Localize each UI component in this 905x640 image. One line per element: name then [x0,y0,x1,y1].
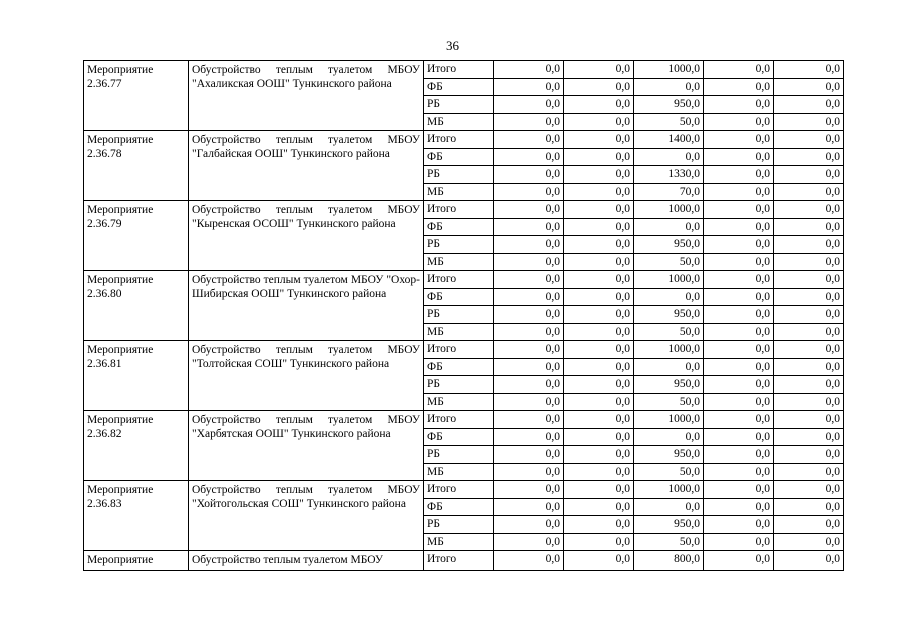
amount-cell: 0,0 [704,271,774,289]
amount-cell: 50,0 [634,393,704,411]
activity-label: Мероприятие 2.36.77 [84,61,189,131]
amount-cell: 0,0 [634,358,704,376]
activity-label: Мероприятие 2.36.78 [84,131,189,201]
amount-cell: 0,0 [494,148,564,166]
amount-cell: 1330,0 [634,166,704,184]
amount-cell: 0,0 [494,201,564,219]
activity-label: Мероприятие [84,551,189,571]
amount-cell: 0,0 [494,463,564,481]
amount-cell: 0,0 [564,498,634,516]
amount-cell: 0,0 [704,516,774,534]
table-row [84,61,844,79]
funding-source: ФБ [424,78,494,96]
funding-source: МБ [424,463,494,481]
amount-cell: 0,0 [564,341,634,359]
funding-source: МБ [424,183,494,201]
amount-cell: 50,0 [634,463,704,481]
funding-source: Итого [424,61,494,79]
amount-cell: 0,0 [494,113,564,131]
amount-cell: 0,0 [634,78,704,96]
amount-cell: 0,0 [704,253,774,271]
amount-cell: 0,0 [704,481,774,499]
amount-cell: 50,0 [634,113,704,131]
amount-cell: 0,0 [774,393,844,411]
amount-cell: 0,0 [494,481,564,499]
amount-cell: 950,0 [634,236,704,254]
amount-cell: 0,0 [704,411,774,429]
amount-cell: 0,0 [774,463,844,481]
amount-cell: 0,0 [494,78,564,96]
amount-cell: 0,0 [774,428,844,446]
amount-cell: 0,0 [564,306,634,324]
amount-cell: 0,0 [704,341,774,359]
amount-cell: 0,0 [494,533,564,551]
amount-cell: 0,0 [704,446,774,464]
amount-cell: 0,0 [494,253,564,271]
amount-cell: 0,0 [494,446,564,464]
amount-cell: 0,0 [564,428,634,446]
funding-source: ФБ [424,288,494,306]
amount-cell: 0,0 [494,516,564,534]
amount-cell: 0,0 [634,498,704,516]
budget-table-body [84,61,844,571]
amount-cell: 0,0 [704,61,774,79]
funding-source: ФБ [424,148,494,166]
activity-description: Обустройство теплым туалетом МБОУ "Харбятская ООШ" Тункинского района [189,411,424,481]
amount-cell: 0,0 [494,218,564,236]
amount-cell: 0,0 [564,78,634,96]
amount-cell: 0,0 [704,498,774,516]
amount-cell: 0,0 [564,113,634,131]
amount-cell: 0,0 [774,341,844,359]
amount-cell: 0,0 [564,393,634,411]
amount-cell: 0,0 [704,428,774,446]
amount-cell: 0,0 [774,61,844,79]
amount-cell: 0,0 [564,288,634,306]
amount-cell: 0,0 [704,533,774,551]
amount-cell: 0,0 [774,481,844,499]
table-row [84,271,844,289]
amount-cell: 0,0 [704,463,774,481]
funding-source: РБ [424,446,494,464]
amount-cell: 0,0 [564,411,634,429]
amount-cell: 0,0 [494,498,564,516]
amount-cell: 0,0 [774,306,844,324]
amount-cell: 0,0 [704,551,774,571]
amount-cell: 0,0 [774,551,844,571]
amount-cell: 950,0 [634,96,704,114]
amount-cell: 0,0 [774,218,844,236]
activity-description: Обустройство теплым туалетом МБОУ "Хойтогольская СОШ" Тункинского района [189,481,424,551]
amount-cell: 0,0 [774,201,844,219]
funding-source: ФБ [424,218,494,236]
funding-source: МБ [424,323,494,341]
amount-cell: 50,0 [634,253,704,271]
amount-cell: 0,0 [494,166,564,184]
amount-cell: 0,0 [564,446,634,464]
table-row [84,551,844,571]
amount-cell: 0,0 [774,533,844,551]
amount-cell: 0,0 [494,341,564,359]
amount-cell: 0,0 [774,78,844,96]
amount-cell: 0,0 [564,218,634,236]
amount-cell: 0,0 [774,516,844,534]
funding-source: МБ [424,393,494,411]
amount-cell: 0,0 [494,131,564,149]
amount-cell: 0,0 [564,551,634,571]
amount-cell: 0,0 [564,183,634,201]
amount-cell: 800,0 [634,551,704,571]
table-row [84,481,844,499]
amount-cell: 0,0 [774,113,844,131]
amount-cell: 0,0 [704,376,774,394]
funding-source: Итого [424,341,494,359]
funding-source: МБ [424,113,494,131]
amount-cell: 0,0 [634,428,704,446]
amount-cell: 0,0 [564,463,634,481]
amount-cell: 0,0 [564,148,634,166]
amount-cell: 0,0 [774,236,844,254]
amount-cell: 0,0 [774,288,844,306]
amount-cell: 0,0 [564,61,634,79]
amount-cell: 0,0 [774,166,844,184]
funding-source: Итого [424,551,494,571]
amount-cell: 0,0 [704,358,774,376]
amount-cell: 0,0 [494,96,564,114]
table-row [84,341,844,359]
funding-source: РБ [424,376,494,394]
funding-source: РБ [424,96,494,114]
funding-source: Итого [424,201,494,219]
amount-cell: 0,0 [494,411,564,429]
amount-cell: 0,0 [494,271,564,289]
amount-cell: 0,0 [494,183,564,201]
amount-cell: 0,0 [494,551,564,571]
funding-source: Итого [424,131,494,149]
amount-cell: 70,0 [634,183,704,201]
amount-cell: 0,0 [564,323,634,341]
amount-cell: 0,0 [564,96,634,114]
funding-source: ФБ [424,358,494,376]
amount-cell: 0,0 [774,411,844,429]
amount-cell: 0,0 [704,323,774,341]
amount-cell: 0,0 [494,393,564,411]
activity-label: Мероприятие 2.36.81 [84,341,189,411]
amount-cell: 0,0 [774,446,844,464]
amount-cell: 0,0 [634,288,704,306]
funding-source: Итого [424,271,494,289]
amount-cell: 0,0 [494,376,564,394]
activity-description: Обустройство теплым туалетом МБОУ "Кыренская ОСОШ" Тункинского района [189,201,424,271]
funding-source: МБ [424,533,494,551]
amount-cell: 950,0 [634,516,704,534]
amount-cell: 0,0 [494,61,564,79]
amount-cell: 0,0 [494,323,564,341]
amount-cell: 0,0 [704,131,774,149]
amount-cell: 0,0 [704,148,774,166]
amount-cell: 0,0 [704,306,774,324]
activity-description: Обустройство теплым туалетом МБОУ "Ахаликская ООШ" Тункинского района [189,61,424,131]
amount-cell: 0,0 [774,253,844,271]
amount-cell: 0,0 [774,183,844,201]
amount-cell: 0,0 [494,236,564,254]
activity-description: Обустройство теплым туалетом МБОУ "Галбайская ООШ" Тункинского района [189,131,424,201]
amount-cell: 0,0 [704,78,774,96]
funding-source: РБ [424,516,494,534]
amount-cell: 1000,0 [634,61,704,79]
amount-cell: 0,0 [774,131,844,149]
amount-cell: 50,0 [634,323,704,341]
amount-cell: 950,0 [634,306,704,324]
funding-source: РБ [424,236,494,254]
amount-cell: 1000,0 [634,271,704,289]
amount-cell: 0,0 [704,218,774,236]
amount-cell: 0,0 [774,376,844,394]
funding-source: ФБ [424,498,494,516]
amount-cell: 0,0 [564,271,634,289]
amount-cell: 1000,0 [634,481,704,499]
amount-cell: 0,0 [704,288,774,306]
amount-cell: 0,0 [564,131,634,149]
amount-cell: 1000,0 [634,201,704,219]
amount-cell: 0,0 [564,516,634,534]
table-row [84,411,844,429]
table-row [84,201,844,219]
amount-cell: 0,0 [774,96,844,114]
amount-cell: 0,0 [774,498,844,516]
amount-cell: 0,0 [564,253,634,271]
amount-cell: 0,0 [774,323,844,341]
table-row [84,131,844,149]
funding-source: Итого [424,411,494,429]
amount-cell: 1400,0 [634,131,704,149]
activity-label: Мероприятие 2.36.82 [84,411,189,481]
amount-cell: 0,0 [564,533,634,551]
amount-cell: 0,0 [564,481,634,499]
amount-cell: 0,0 [494,288,564,306]
activity-description: Обустройство теплым туалетом МБОУ "Охор-Шибирская ООШ" Тункинского района [189,271,424,341]
amount-cell: 0,0 [564,236,634,254]
amount-cell: 0,0 [564,166,634,184]
amount-cell: 0,0 [704,236,774,254]
amount-cell: 0,0 [774,271,844,289]
amount-cell: 1000,0 [634,341,704,359]
amount-cell: 50,0 [634,533,704,551]
amount-cell: 0,0 [774,358,844,376]
activity-label: Мероприятие 2.36.79 [84,201,189,271]
amount-cell: 0,0 [704,201,774,219]
amount-cell: 0,0 [704,166,774,184]
amount-cell: 0,0 [774,148,844,166]
amount-cell: 0,0 [704,393,774,411]
activity-description: Обустройство теплым туалетом МБОУ [189,551,424,571]
activity-description: Обустройство теплым туалетом МБОУ "Толтойская СОШ" Тункинского района [189,341,424,411]
page-number: 36 [446,38,459,53]
amount-cell: 950,0 [634,446,704,464]
amount-cell: 0,0 [634,148,704,166]
amount-cell: 1000,0 [634,411,704,429]
amount-cell: 0,0 [704,96,774,114]
amount-cell: 0,0 [564,376,634,394]
amount-cell: 0,0 [564,201,634,219]
activity-label: Мероприятие 2.36.80 [84,271,189,341]
amount-cell: 0,0 [494,306,564,324]
amount-cell: 0,0 [494,358,564,376]
amount-cell: 0,0 [704,113,774,131]
amount-cell: 0,0 [634,218,704,236]
amount-cell: 0,0 [564,358,634,376]
amount-cell: 0,0 [704,183,774,201]
funding-source: МБ [424,253,494,271]
funding-source: РБ [424,306,494,324]
amount-cell: 950,0 [634,376,704,394]
funding-source: ФБ [424,428,494,446]
funding-source: Итого [424,481,494,499]
amount-cell: 0,0 [494,428,564,446]
activity-label: Мероприятие 2.36.83 [84,481,189,551]
funding-source: РБ [424,166,494,184]
budget-table [83,60,844,571]
